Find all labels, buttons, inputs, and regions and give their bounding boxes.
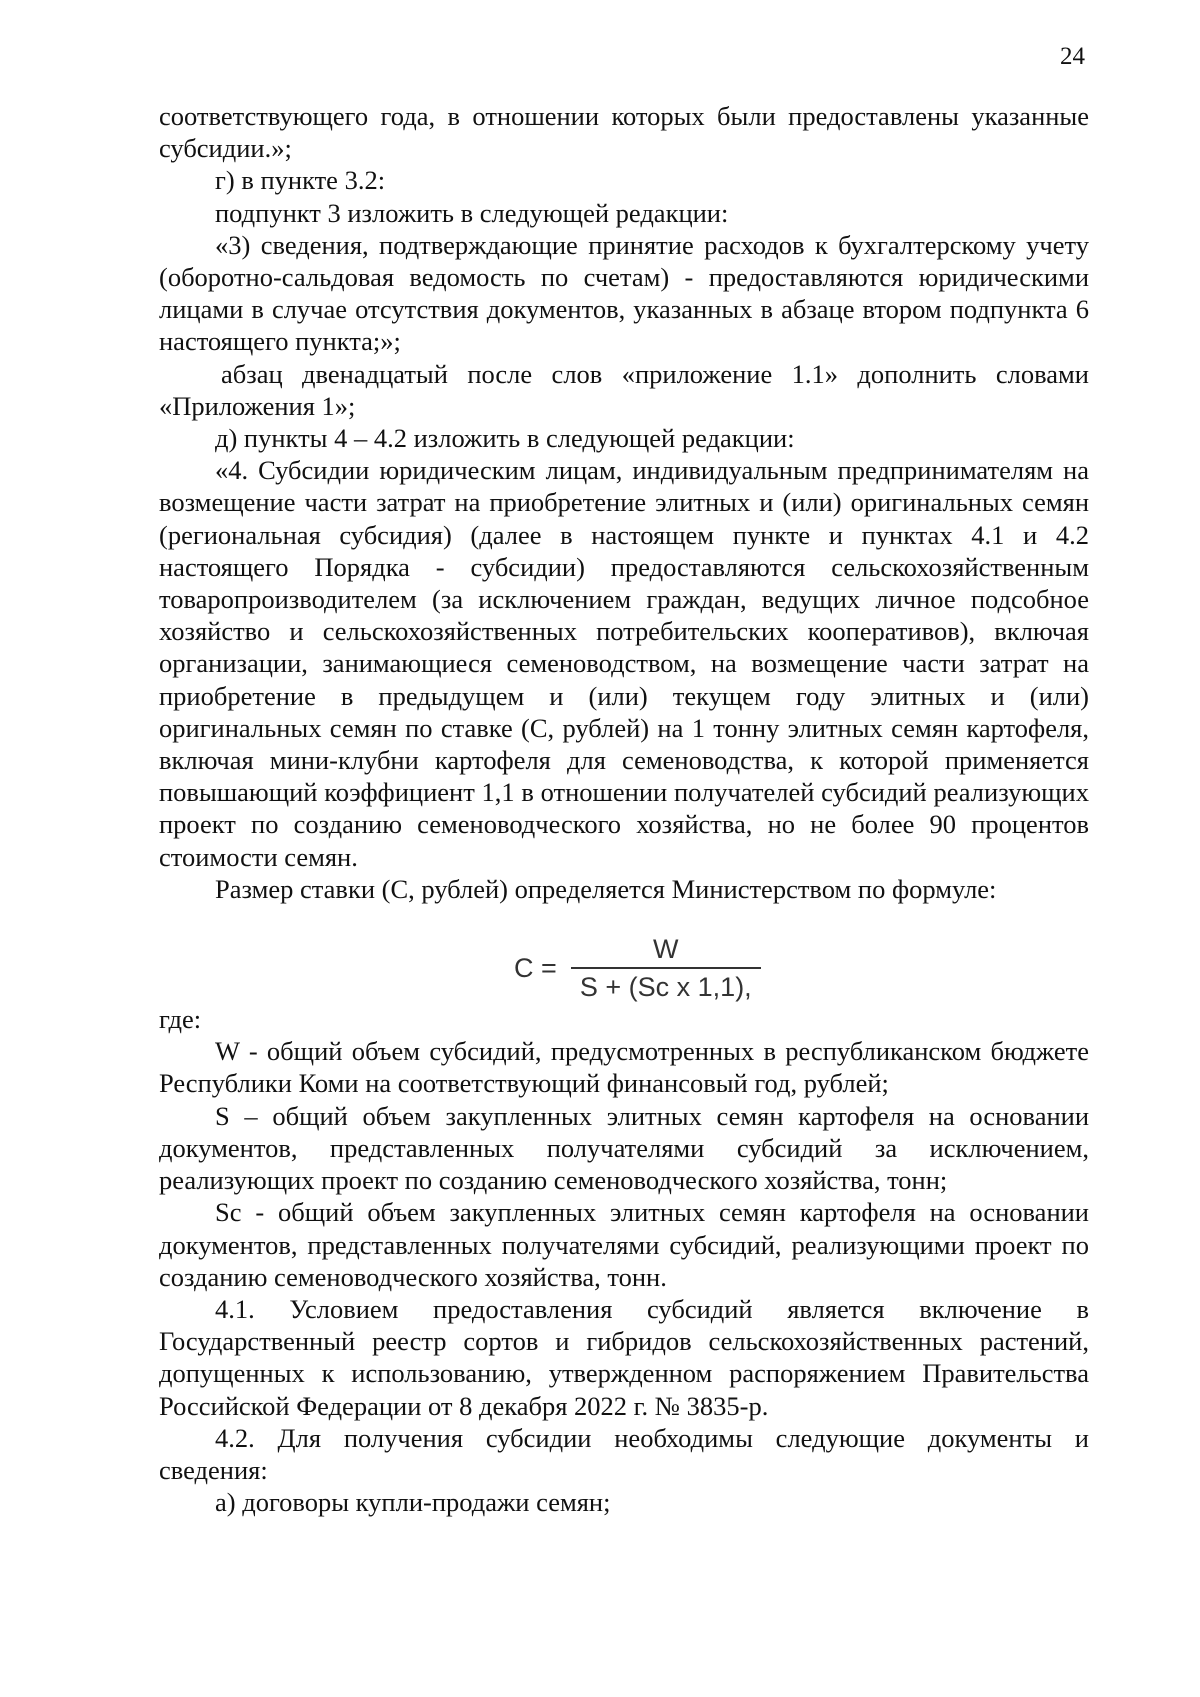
page-number: 24 — [1060, 43, 1085, 70]
rate-formula — [159, 905, 1089, 1003]
formula-lhs: C = — [514, 952, 557, 983]
paragraph-rate-formula-intro: Размер ставки (С, рублей) определяется Министерством по формуле: — [215, 873, 997, 904]
paragraph-point-4-1: 4.1. Условием предоставления субсидий является включение в Государственный реестр сортов и гибридов сельскохозяйственных растений, допущенных к использованию, утвержденном распоряжением Правительства Российской Федерации от 8 декабря 2022 г. № 3835-р. — [159, 1293, 1089, 1421]
paragraph-point-4-2: 4.2. Для получения субсидии необходимы следующие документы и сведения: — [159, 1422, 1089, 1485]
paragraph-where: где: — [159, 1004, 202, 1035]
formula-fraction-body — [571, 933, 761, 1003]
paragraph-twelfth-abzac: абзац двенадцатый после слов «приложение 1.1» дополнить словами «Приложения 1»; — [159, 358, 1089, 421]
formula-denominator: S + (Sc x 1,1), — [579, 972, 752, 1003]
paragraph-point-4-2-a: а) договоры купли-продажи семян; — [215, 1487, 611, 1518]
paragraph-point-4: «4. Субсидии юридическим лицам, индивидуальным предпринимателям на возмещение части затрат на приобретение элитных и (или) оригинальных семян (региональная субсидия) (далее в настоящем пункте и пунктах 4.1 и 4.2 настоящего Порядка - субсидии) предоставляются сельскохозяйственным товаропроизводителем (за исключением граждан, ведущих личное подсобное хозяйство и сельскохозяйственных потребительских кооперативов), включая организации, занимающиеся семеноводством, на возмещение части затрат на приобретение в предыдущем и (или) текущем году элитных и (или) оригинальных семян по ставке (С, рублей) на 1 тонну элитных семян картофеля, включая мини-клубни картофеля для семеноводства, к которой применяется повышающий коэффициент 1,1 в отношении получателей субсидий реализующих проект по созданию семеноводческого хозяйства, но не более 90 процентов стоимости семян. — [159, 455, 1089, 872]
paragraph-definition-s: S – общий объем закупленных элитных семян картофеля на основании документов, представленных получателями субсидий за исключением, реализующих проект по созданию семеноводческого хозяйства, тонн; — [159, 1100, 1089, 1196]
paragraph-item-g: г) в пункте 3.2: — [215, 165, 386, 196]
paragraph-item-d: д) пункты 4 – 4.2 изложить в следующей редакции: — [215, 423, 795, 454]
document-body — [159, 100, 1089, 1518]
paragraph-continuation: соответствующего года, в отношении которых были предоставлены указанные субсидии.»; — [159, 101, 1089, 164]
paragraph-definition-sc: Sc - общий объем закупленных элитных семян картофеля на основании документов, представленных получателями субсидий, реализующими проект по созданию семеноводческого хозяйства, тонн. — [159, 1197, 1089, 1292]
paragraph-subitem-3-intro: подпункт 3 изложить в следующей редакции: — [215, 197, 729, 228]
formula-fraction — [514, 933, 761, 1003]
paragraph-subitem-3-text: «3) сведения, подтверждающие принятие расходов к бухгалтерскому учету (оборотно-сальдовая ведомость по счетам) - предоставляются юридическими лицами в случае отсутствия документов, указанных в абзаце втором подпункта 6 настоящего пункта;»; — [159, 229, 1089, 357]
formula-numerator: W — [653, 934, 679, 965]
paragraph-definition-w: W - общий объем субсидий, предусмотренных в республиканском бюджете Республики Коми на соответствующий финансовый год, рублей; — [159, 1036, 1089, 1099]
